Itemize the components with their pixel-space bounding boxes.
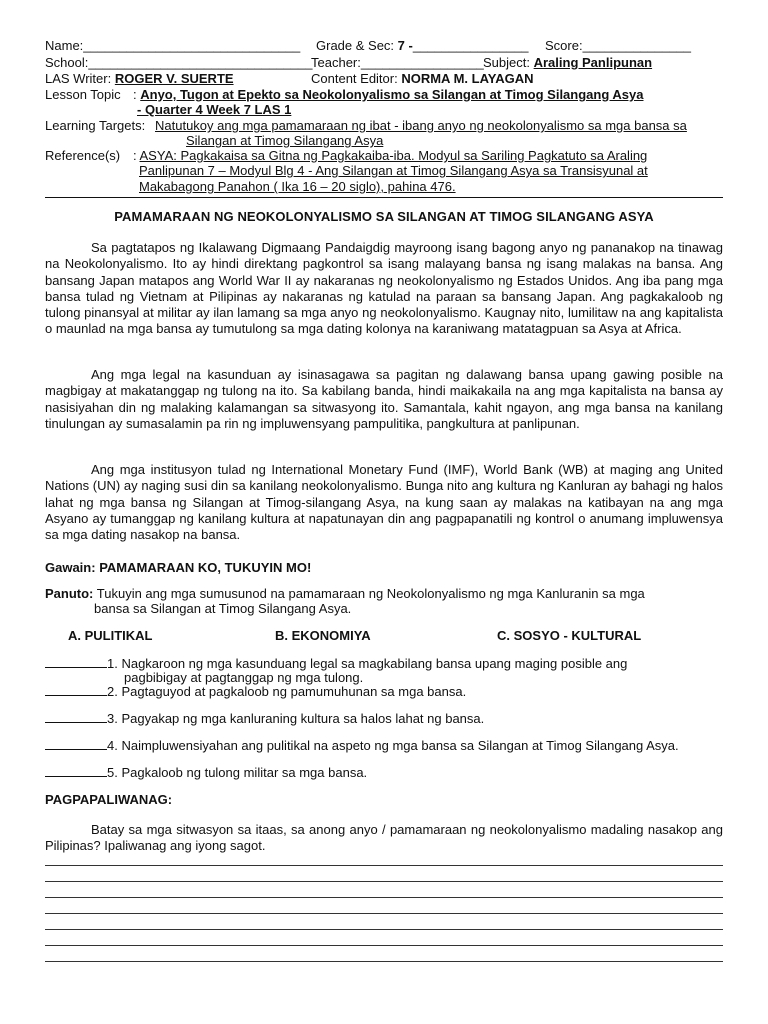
grade-row bbox=[316, 38, 529, 54]
ref-line-2: Panlipunan 7 – Modyul Blg 4 - Ang Silangan at Timog Silangang Asya sa Transisyunal at bbox=[139, 163, 648, 178]
header-divider bbox=[45, 197, 723, 198]
answer-line[interactable] bbox=[45, 913, 723, 914]
directions-label: Panuto: bbox=[45, 586, 94, 601]
activity-title: PAMAMARAAN KO, TUKUYIN MO! bbox=[99, 560, 312, 575]
item-1-text-cont: pagbibigay at pagtanggap ng mga tulong. bbox=[124, 670, 364, 685]
editor-value: NORMA M. LAYAGAN bbox=[401, 71, 534, 86]
subject-label: Subject: bbox=[483, 55, 530, 70]
answer-blank-4[interactable] bbox=[45, 737, 107, 750]
subject-row bbox=[483, 55, 652, 71]
answer-line[interactable] bbox=[45, 961, 723, 962]
grade-label: Grade & Sec: bbox=[316, 38, 395, 53]
score-blank[interactable]: _______________ bbox=[582, 38, 692, 53]
targets-line-1: Natutukoy ang mga pamamaraan ng ibat - ibang anyo ng neokolonyalismo sa mga bansa sa bbox=[155, 118, 687, 133]
item-2-text: 2. Pagtaguyod at pagkaloob ng pamumuhunan sa mga bansa. bbox=[107, 684, 467, 699]
choice-c: C. SOSYO - KULTURAL bbox=[497, 628, 642, 643]
answer-blank-3[interactable] bbox=[45, 710, 107, 723]
topic-label: Lesson Topic bbox=[45, 87, 121, 102]
directions-row bbox=[45, 586, 645, 602]
item-5-text: 5. Pagkaloob ng tulong militar sa mga bansa. bbox=[107, 765, 368, 780]
score-label: Score: bbox=[545, 38, 583, 53]
answer-line[interactable] bbox=[45, 865, 723, 866]
writer-label: LAS Writer: bbox=[45, 71, 112, 86]
ref-colon: : ASYA: Pagkakaisa sa Gitna ng Pagkakaiba-iba. Modyul sa Sariling Pagkatuto sa Araling bbox=[133, 148, 648, 163]
ref-label: Reference(s) bbox=[45, 148, 121, 163]
subject-value: Araling Panlipunan bbox=[533, 55, 653, 70]
grade-value: 7 - bbox=[397, 38, 413, 53]
directions-line-2: bansa sa Silangan at Timog Silangang Asya. bbox=[94, 601, 352, 616]
choice-b: B. EKONOMIYA bbox=[275, 628, 371, 643]
topic-colon: : Anyo, Tugon at Epekto sa Neokolonyalismo sa Silangan at Timog Silangang Asya bbox=[133, 87, 644, 102]
targets-label: Learning Targets: bbox=[45, 118, 146, 133]
teacher-row bbox=[311, 55, 484, 71]
writer-value: ROGER V. SUERTE bbox=[114, 71, 234, 86]
item-5 bbox=[45, 764, 367, 780]
name-label: Name: bbox=[45, 38, 84, 53]
school-blank[interactable]: _______________________________ bbox=[88, 55, 313, 70]
item-1 bbox=[45, 655, 627, 671]
activity-label: Gawain: bbox=[45, 560, 96, 575]
topic-line-2: - Quarter 4 Week 7 LAS 1 bbox=[137, 102, 292, 117]
item-3 bbox=[45, 710, 484, 726]
name-blank[interactable]: ______________________________ bbox=[83, 38, 301, 53]
answer-blank-1[interactable] bbox=[45, 655, 107, 668]
ref-line-3: Makabagong Panahon ( Ika 16 – 20 siglo), pahina 476. bbox=[139, 179, 456, 194]
grade-blank[interactable]: ________________ bbox=[412, 38, 529, 53]
answer-blank-2[interactable] bbox=[45, 683, 107, 696]
school-row bbox=[45, 55, 313, 71]
editor-label: Content Editor: bbox=[311, 71, 398, 86]
page-title: PAMAMARAAN NG NEOKOLONYALISMO SA SILANGAN AT TIMOG SILANGANG ASYA bbox=[114, 209, 654, 224]
topic-line-1: Anyo, Tugon at Epekto sa Neokolonyalismo sa Silangan at Timog Silangang Asya bbox=[140, 87, 644, 102]
ref-line-1: ASYA: Pagkakaisa sa Gitna ng Pagkakaiba-iba. Modyul sa Sariling Pagkatuto sa Araling bbox=[139, 148, 648, 163]
item-2 bbox=[45, 683, 466, 699]
name-row bbox=[45, 38, 300, 54]
answer-line[interactable] bbox=[45, 897, 723, 898]
activity-heading bbox=[45, 560, 311, 576]
directions-line-1: Tukuyin ang mga sumusunod na pamamaraan ng Neokolonyalismo ng mga Kanluranin sa mga bbox=[96, 586, 645, 601]
explanation-question: Batay sa mga sitwasyon sa itaas, sa anong anyo / pamamaraan ng neokolonyalismo madaling nasakop ang Pilipinas? Ipaliwanag ang iyong sagot. bbox=[45, 822, 723, 853]
paragraph-1: Sa pagtatapos ng Ikalawang Digmaang Pandaigdig mayroong isang bagong anyo ng pananakop na tinawag na Neokolonyalismo. Ito ay hindi direktang pagkontrol sa isang malayang bansa ng isang malakas na bansa. Ang bansang Japan matapos ang World War II ay nakaranas ng neokolonyalismo ng Estados Unidos. Ang iba pang mga bansa tulad ng Vietnam at Pilipinas ay nakaranas ng katulad na paraan sa bansang Japan. Ang pagkakaloob ng tulong pinansyal at militar ay ilan lamang sa mga anyo ng neokolonyalismo. Kaugnay nito, lumilitaw na ang kapitalista o maunlad na mga bansa ay tumutulong sa mga dating kolonya na karaniwang matatagpuan sa Asya at Africa. bbox=[45, 240, 723, 337]
item-4-text: 4. Naimpluwensiyahan ang pulitikal na aspeto ng mga bansa sa Silangan at Timog Silangang Asya. bbox=[107, 738, 679, 753]
score-row bbox=[545, 38, 691, 54]
answer-line[interactable] bbox=[45, 929, 723, 930]
paragraph-2: Ang mga legal na kasunduan ay isinasagawa sa pagitan ng dalawang bansa upang gawing posible na magbigay at makatanggap ng tulong na ito. Sa kabilang banda, hindi maikakaila na ang mga kapitalista na bansa ay nasisiyahan din ng malaking kalamangan sa sitwasyong ito. Samantala, kahit ngayon, ang mga bansa na kanilang tinulungan ay sumasalamin pa rin ng impluwensyang pampulitika, pangkultura at panlipunan. bbox=[45, 367, 723, 431]
answer-line[interactable] bbox=[45, 945, 723, 946]
choice-a: A. PULITIKAL bbox=[68, 628, 153, 643]
answer-blank-5[interactable] bbox=[45, 764, 107, 777]
explanation-heading: PAGPAPALIWANAG: bbox=[45, 792, 173, 807]
teacher-blank[interactable]: _________________ bbox=[360, 55, 484, 70]
editor-row bbox=[311, 71, 534, 87]
teacher-label: Teacher: bbox=[311, 55, 361, 70]
targets-line-2: Silangan at Timog Silangang Asya bbox=[186, 133, 384, 148]
item-1-text: 1. Nagkaroon ng mga kasunduang legal sa magkabilang bansa upang maging posible ang bbox=[107, 656, 628, 671]
paragraph-3: Ang mga institusyon tulad ng International Monetary Fund (IMF), World Bank (WB) at maging ang United Nations (UN) ay naging susi din sa kanilang neokolonyalismo. Bunga nito ang kultura ng Kanluran ay bahagi ng halos lahat ng mga bansa ng Silangan at Timog-silangang Asya, na kung saan ay malakas na katibayan na ang mga Asyano ay tumanggap ng kanilang kultura at napatunayan din ang pagpapanatili ng kontrol o anumang impluwensya sa mga dating nasakop na bansa. bbox=[45, 462, 723, 543]
item-4 bbox=[45, 737, 679, 753]
answer-line[interactable] bbox=[45, 881, 723, 882]
item-3-text: 3. Pagyakap ng mga kanluraning kultura sa halos lahat ng bansa. bbox=[107, 711, 485, 726]
school-label: School: bbox=[45, 55, 89, 70]
writer-row bbox=[45, 71, 234, 87]
